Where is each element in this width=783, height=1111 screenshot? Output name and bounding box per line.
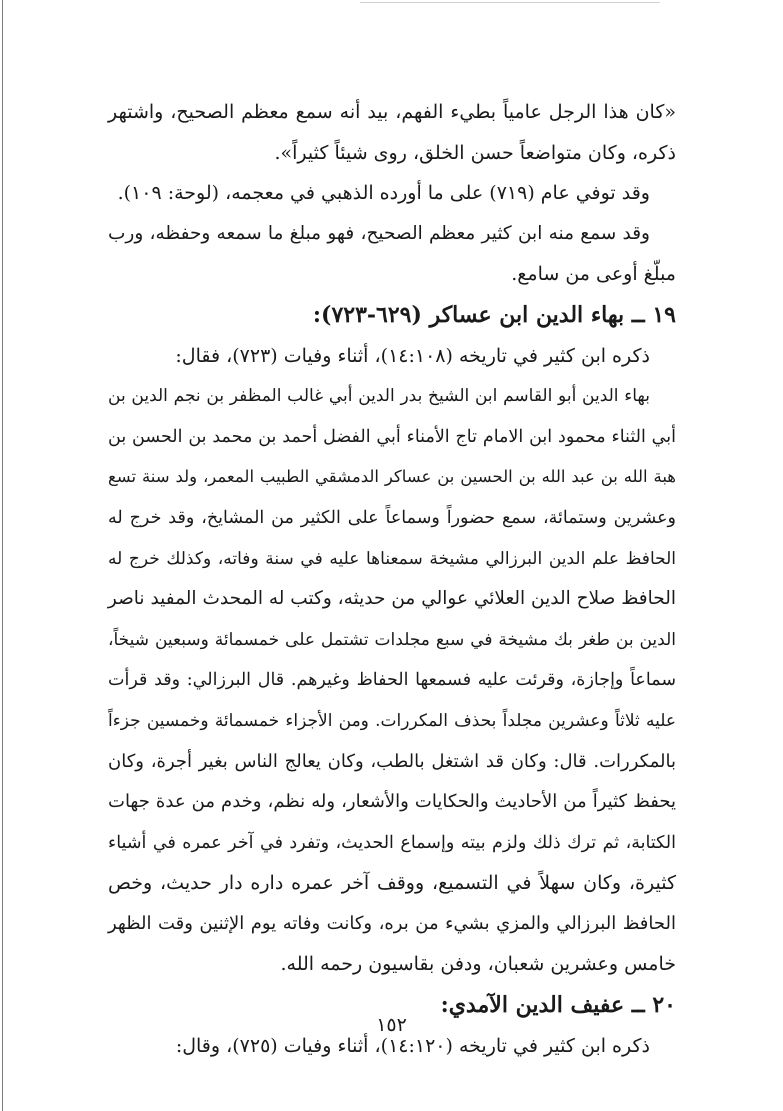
body-line: الحافظ علم الدين البرزالي مشيخة سمعناها عليه في سنة وفاته، وكذلك خرج له — [108, 548, 676, 569]
body-line: «كان هذا الرجل عامياً بطيء الفهم، بيد أنه سمع معظم الصحيح، واشتهر — [108, 101, 676, 123]
body-line: وقد توفي عام (٧١٩) على ما أورده الذهبي في معجمه، (لوحة: ١٠٩). — [117, 182, 650, 205]
body-line: عليه ثلاثاً وعشرين مجلداً بحذف المكررات. ومن الأجزاء خمسمائة وخمسين جزءاً — [108, 710, 676, 731]
body-line: خامس وعشرين شعبان، ودفن بقاسيون رحمه الله. — [280, 953, 676, 976]
section-heading-20: ٢٠ ــ عفيف الدين الآمدي: — [440, 992, 676, 1019]
body-line: سماعاً وإجازة، وقرئت عليه فسمعها الحفاظ وغيرهم. قال البرزالي: وقد قرأت — [108, 670, 676, 691]
page-number: ١٥٢ — [376, 1014, 407, 1036]
body-line: ذكره ابن كثير في تاريخه (١٤:١٢٠)، أثناء وفيات (٧٢٥)، وقال: — [175, 1034, 650, 1057]
scan-edge-left — [2, 0, 3, 1111]
page-body — [108, 92, 676, 1066]
body-line: وقد سمع منه ابن كثير معظم الصحيح، فهو مبلغ ما سمعه وحفظه، ورب — [108, 222, 650, 244]
body-line: الحافظ صلاح الدين العلائي عوالي من حديثه، وكتب له المحدث المفيد ناصر — [107, 588, 676, 610]
body-line: يحفظ كثيراً من الأحاديث والحكايات والأشعار، وله نظم، وخدم من عدة جهات — [108, 791, 676, 813]
body-line: بهاء الدين أبو القاسم ابن الشيخ بدر الدين أبي غالب المظفر بن نجم الدين بن — [108, 386, 650, 407]
body-line: أبي الثناء محمود ابن الامام تاج الأمناء أبي الفضل أحمد بن محمد بن الحسن بن — [108, 426, 676, 447]
body-line: الدين بن طغر بك مشيخة في سبع مجلدات تشتمل على خمسمائة وسبعين شيخاً، — [108, 629, 676, 650]
scan-edge-top — [360, 2, 660, 3]
body-line: ذكره ابن كثير في تاريخه (١٤:١٠٨)، أثناء وفيات (٧٢٣)، فقال: — [175, 344, 650, 367]
body-line: مبلّغ أوعى من سامع. — [511, 263, 676, 286]
body-line: ذكره، وكان متواضعاً حسن الخلق، روى شيئاً كثيراً». — [274, 141, 676, 164]
body-line: بالمكررات. قال: وكان قد اشتغل بالطب، وكان يعالج الناس بغير أجرة، وكان — [108, 750, 676, 772]
body-line: الكتابة، ثم ترك ذلك ولزم بيته وإسماع الحديث، وتفرد في آخر عمره في أشياء — [108, 832, 676, 853]
body-line: هبة الله بن عبد الله بن الحسين بن عساكر الدمشقي الطبيب المعمر، ولد سنة تسع — [108, 467, 676, 487]
body-line: كثيرة، وكان سهلاً في التسميع، ووقف آخر عمره داره دار حديث، وخص — [108, 872, 676, 895]
section-heading-19: ١٩ ــ بهاء الدين ابن عساكر (٦٢٩-٧٢٣): — [312, 301, 676, 328]
body-line: الحافظ البرزالي والمزي بشيء من بره، وكانت وفاته يوم الإثنين وقت الظهر — [108, 912, 676, 934]
body-line: وعشرين وستمائة، سمع حضوراً وسماعاً على الكثير من المشايخ، وقد خرج له — [108, 507, 676, 528]
